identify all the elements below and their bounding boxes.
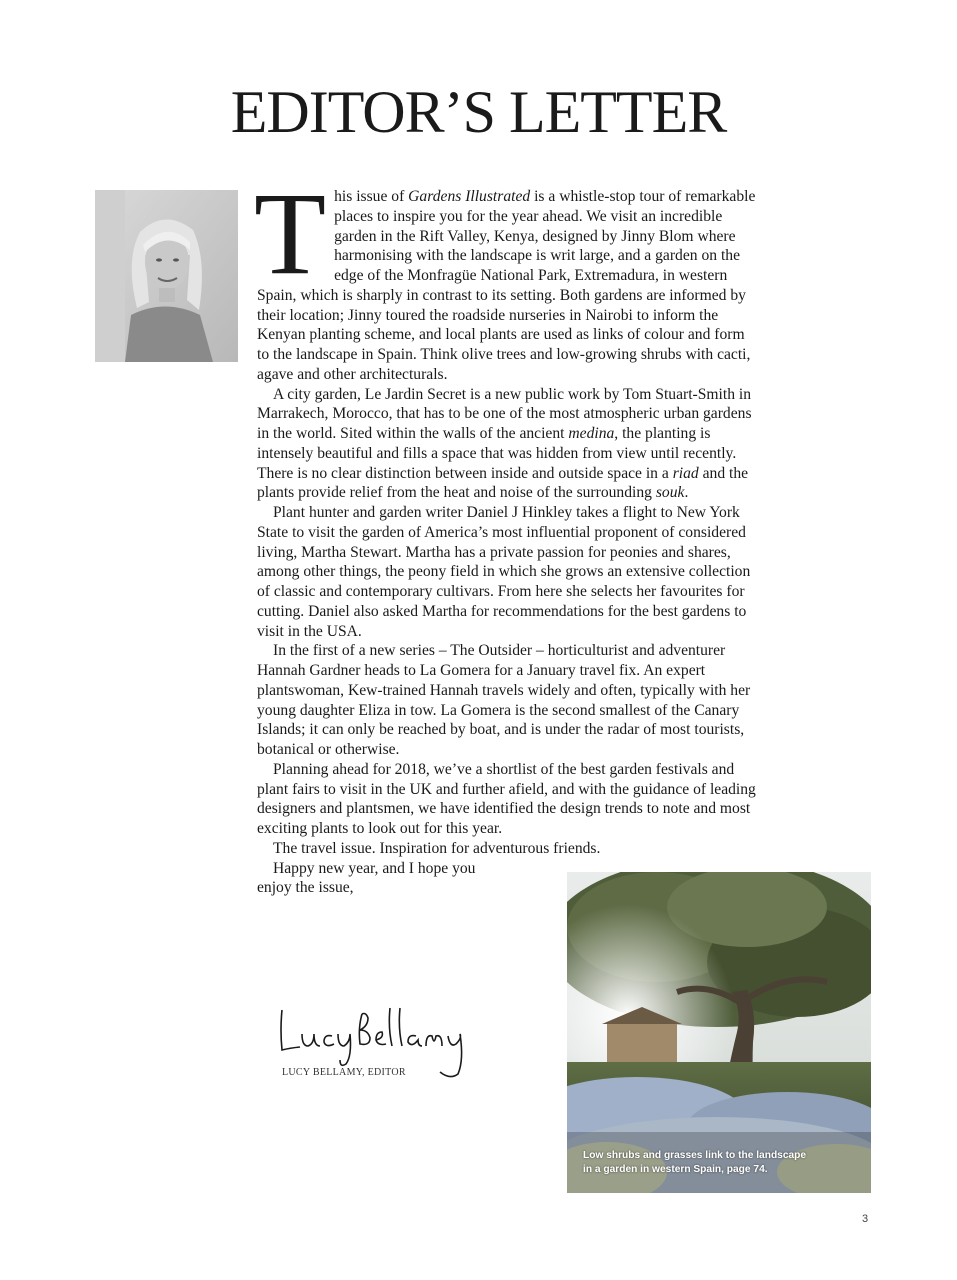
paragraph-2-text-c: and the plants provide relief from the heat and noise of the surrounding: [257, 464, 749, 502]
page-number: 3: [862, 1213, 869, 1225]
paragraph-7: Happy new year, and I hope you enjoy the issue,: [257, 859, 476, 897]
paragraph-4: In the first of a new series – The Outsider – horticulturist and adventurer Hannah Gardner heads to La Gomera for a January travel fix. An expert plantswoman, Kew-trained Hannah travels widely and often, typically with her young daughter Eliza in tow. La Gomera is the second smallest of the Canary Islands; it can only be reached by boat, and is under the radar of most tourists, botanical or otherwise.: [257, 642, 751, 758]
photo-caption: [583, 1149, 863, 1177]
term-souk: souk: [655, 484, 685, 502]
term-medina: medina: [568, 425, 615, 442]
paragraph-5: [257, 760, 757, 839]
photo-caption-line-1: Low shrubs and grasses link to the landscape: [583, 1150, 807, 1161]
paragraph-1-text-a: his issue of: [334, 188, 409, 205]
photo-caption-line-2: in a garden in western Spain, page 74.: [583, 1164, 768, 1175]
paragraph-1-text-b: is a whistle-stop tour of remarkable places to inspire you for the year ahead. We visit an incredible garden in the Rift Valley, Kenya, designed by Jinny Blom where harmonising with the landscape is writ large, and a garden on the edge of the Monfragüe National Park, Extremadura, in western Spain, which is sharply in contrast to its setting. Both gardens are informed by their location; Jinny toured the roadside nurseries in Nairobi to inform the Kenyan planting scheme, and local plants are used as links of colour and form to the landscape in Spain. Think olive trees and low-growing shrubs with cacti, agave and other architecturals.: [257, 188, 756, 383]
paragraph-6: The travel issue. Inspiration for adventurous friends.: [273, 839, 601, 857]
paragraph-2: [257, 385, 757, 504]
page-title: EDITOR’S LETTER: [230, 79, 727, 145]
term-riad: riad: [672, 464, 699, 482]
magazine-title: Gardens Illustrated: [408, 188, 531, 205]
garden-photo: [567, 872, 871, 1193]
paragraph-2-text-a: A city garden, Le Jardin Secret is a new public work by Tom Stuart-Smith in Marrakech, Morocco, that has to be one of the most atmospheric urban gardens in the world. Sited within the walls of the ancient: [257, 385, 752, 442]
drop-cap: T: [254, 168, 327, 299]
paragraph-3: Plant hunter and garden writer Daniel J Hinkley takes a flight to New York State to visit the garden of America’s most influential proponent of considered living, Martha Stewart. Martha has a private passion for peonies and shares, among other things, the peony field in which she grows an extensive collection of classic and contemporary cultivars. From here she selects her favourites for cutting. Daniel also asked Martha for recommendations for the best gardens to visit in the USA.: [257, 504, 751, 640]
paragraph-5-text: Planning ahead for 2018, we’ve a shortlist of the best garden festivals and plant fairs to visit in the UK and further afield, and with the guidance of leading designers and plantsmen, we have identified the design trends to note and most exciting plants to look out for this year.: [257, 760, 756, 837]
editor-portrait: [95, 190, 238, 362]
paragraph-2-text-d: .: [684, 484, 689, 502]
paragraph-2-text-b: , the planting is intensely beautiful and fills a space that was hidden from view until recently. There is no clear distinction between inside and outside space in a: [257, 425, 737, 482]
paragraph-1: [254, 168, 757, 385]
signature-caption: LUCY BELLAMY, EDITOR: [282, 1067, 406, 1078]
